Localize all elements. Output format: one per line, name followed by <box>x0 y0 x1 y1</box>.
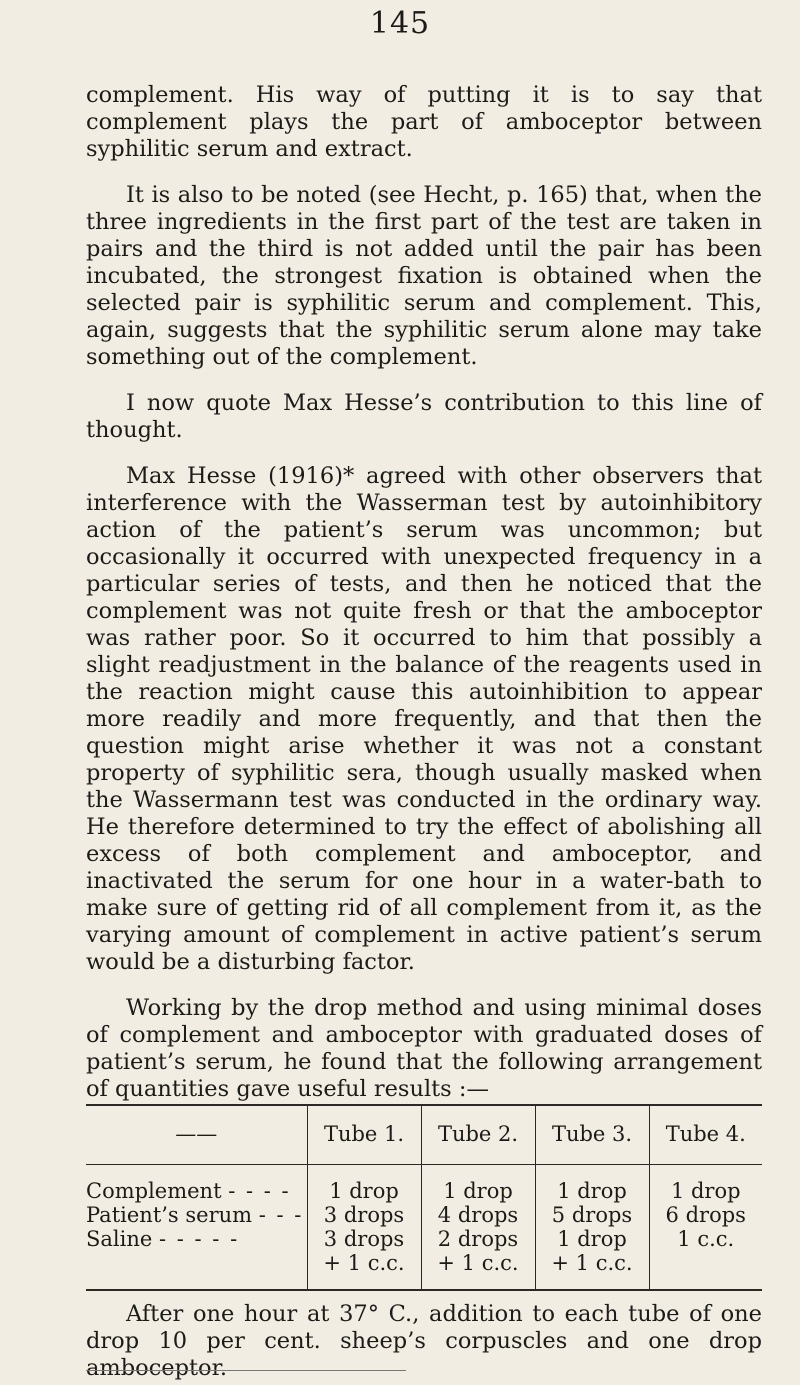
row-label <box>86 1227 307 1251</box>
table-row <box>86 1251 762 1290</box>
table-cell: 6 drops <box>649 1203 762 1227</box>
header-tube-2: Tube 2. <box>421 1105 535 1165</box>
paragraph-4: Max Hesse (1916)* agreed with other observers that interference with the Wasserman test by autoinhibitory action of the patient’s serum was uncommon; but occasionally it occurred with unexpected frequency in a particular series of tests, and then he noticed that the complement was not quite fresh or that the amboceptor was rather poor. So it occurred to him that possibly a slight readjustment in the balance of the reagents used in the reaction might cause this autoinhibition to appear more readily and more frequently, and that then the question might arise whether it was not a constant property of syphilitic sera, though usually masked when the Wassermann test was conducted in the ordinary way. He therefore determined to try the effect of abolishing all excess of both complement and amboceptor, and inactivated the serum for one hour in a water-bath to make sure of getting rid of all complement from it, as the varying amount of complement in active patient’s serum would be a disturbing factor. <box>86 463 762 975</box>
row-label <box>86 1203 307 1227</box>
table-cell: 2 drops <box>421 1227 535 1251</box>
row-label <box>86 1165 307 1204</box>
table-cell: + 1 c.c. <box>421 1251 535 1290</box>
table-cell: 5 drops <box>535 1203 649 1227</box>
table-cell: 1 c.c. <box>649 1227 762 1251</box>
table-row <box>86 1165 762 1204</box>
table-cell: 1 drop <box>535 1165 649 1204</box>
table-cell: + 1 c.c. <box>535 1251 649 1290</box>
paragraph-2: It is also to be noted (see Hecht, p. 165) that, when the three ingredients in the first part of the test are taken in pairs and the third is not added until the pair has been incubated, the strongest fixation is obtained when the selected pair is syphilitic serum and complement. This, again, suggests that the syphilitic serum alone may take something out of the complement. <box>86 182 762 370</box>
after-paragraph: After one hour at 37° C., addition to each tube of one drop 10 per cent. sheep’s corpuscles and one drop amboceptor. <box>86 1301 762 1381</box>
page-number: 145 <box>369 6 431 41</box>
paragraph-1: complement. His way of putting it is to say that complement plays the part of amboceptor between syphilitic serum and extract. <box>86 82 762 162</box>
leader-dots: - - - - <box>228 1179 291 1203</box>
table-cell: 4 drops <box>421 1203 535 1227</box>
table-cell: 3 drops <box>307 1203 421 1227</box>
table-cell: 1 drop <box>535 1227 649 1251</box>
row-label-text: Saline <box>86 1227 153 1251</box>
paragraph-3: I now quote Max Hesse’s contribution to this line of thought. <box>86 390 762 443</box>
table-row <box>86 1227 762 1251</box>
row-label-text: Complement <box>86 1179 222 1203</box>
header-tube-4: Tube 4. <box>649 1105 762 1165</box>
leader-dots: - - - - - <box>158 1227 240 1251</box>
body-text <box>86 82 762 1122</box>
table-cell <box>649 1251 762 1290</box>
leader-dots: - - - <box>258 1203 304 1227</box>
header-tube-1: Tube 1. <box>307 1105 421 1165</box>
table-row <box>86 1203 762 1227</box>
table-cell: 3 drops <box>307 1227 421 1251</box>
table-cell: 1 drop <box>421 1165 535 1204</box>
row-label <box>86 1251 307 1290</box>
row-label-text: Patient’s serum <box>86 1203 253 1227</box>
paragraph-5: Working by the drop method and using minimal doses of complement and amboceptor with graduated doses of patient’s serum, he found that the following arrangement of quantities gave useful results :— <box>86 995 762 1102</box>
table-cell: 1 drop <box>649 1165 762 1204</box>
footnote-divider <box>86 1370 406 1371</box>
table-cell: 1 drop <box>307 1165 421 1204</box>
header-tube-3: Tube 3. <box>535 1105 649 1165</box>
table-cell: + 1 c.c. <box>307 1251 421 1290</box>
table-corner: —— <box>175 1122 218 1146</box>
quantities-table <box>86 1104 762 1291</box>
